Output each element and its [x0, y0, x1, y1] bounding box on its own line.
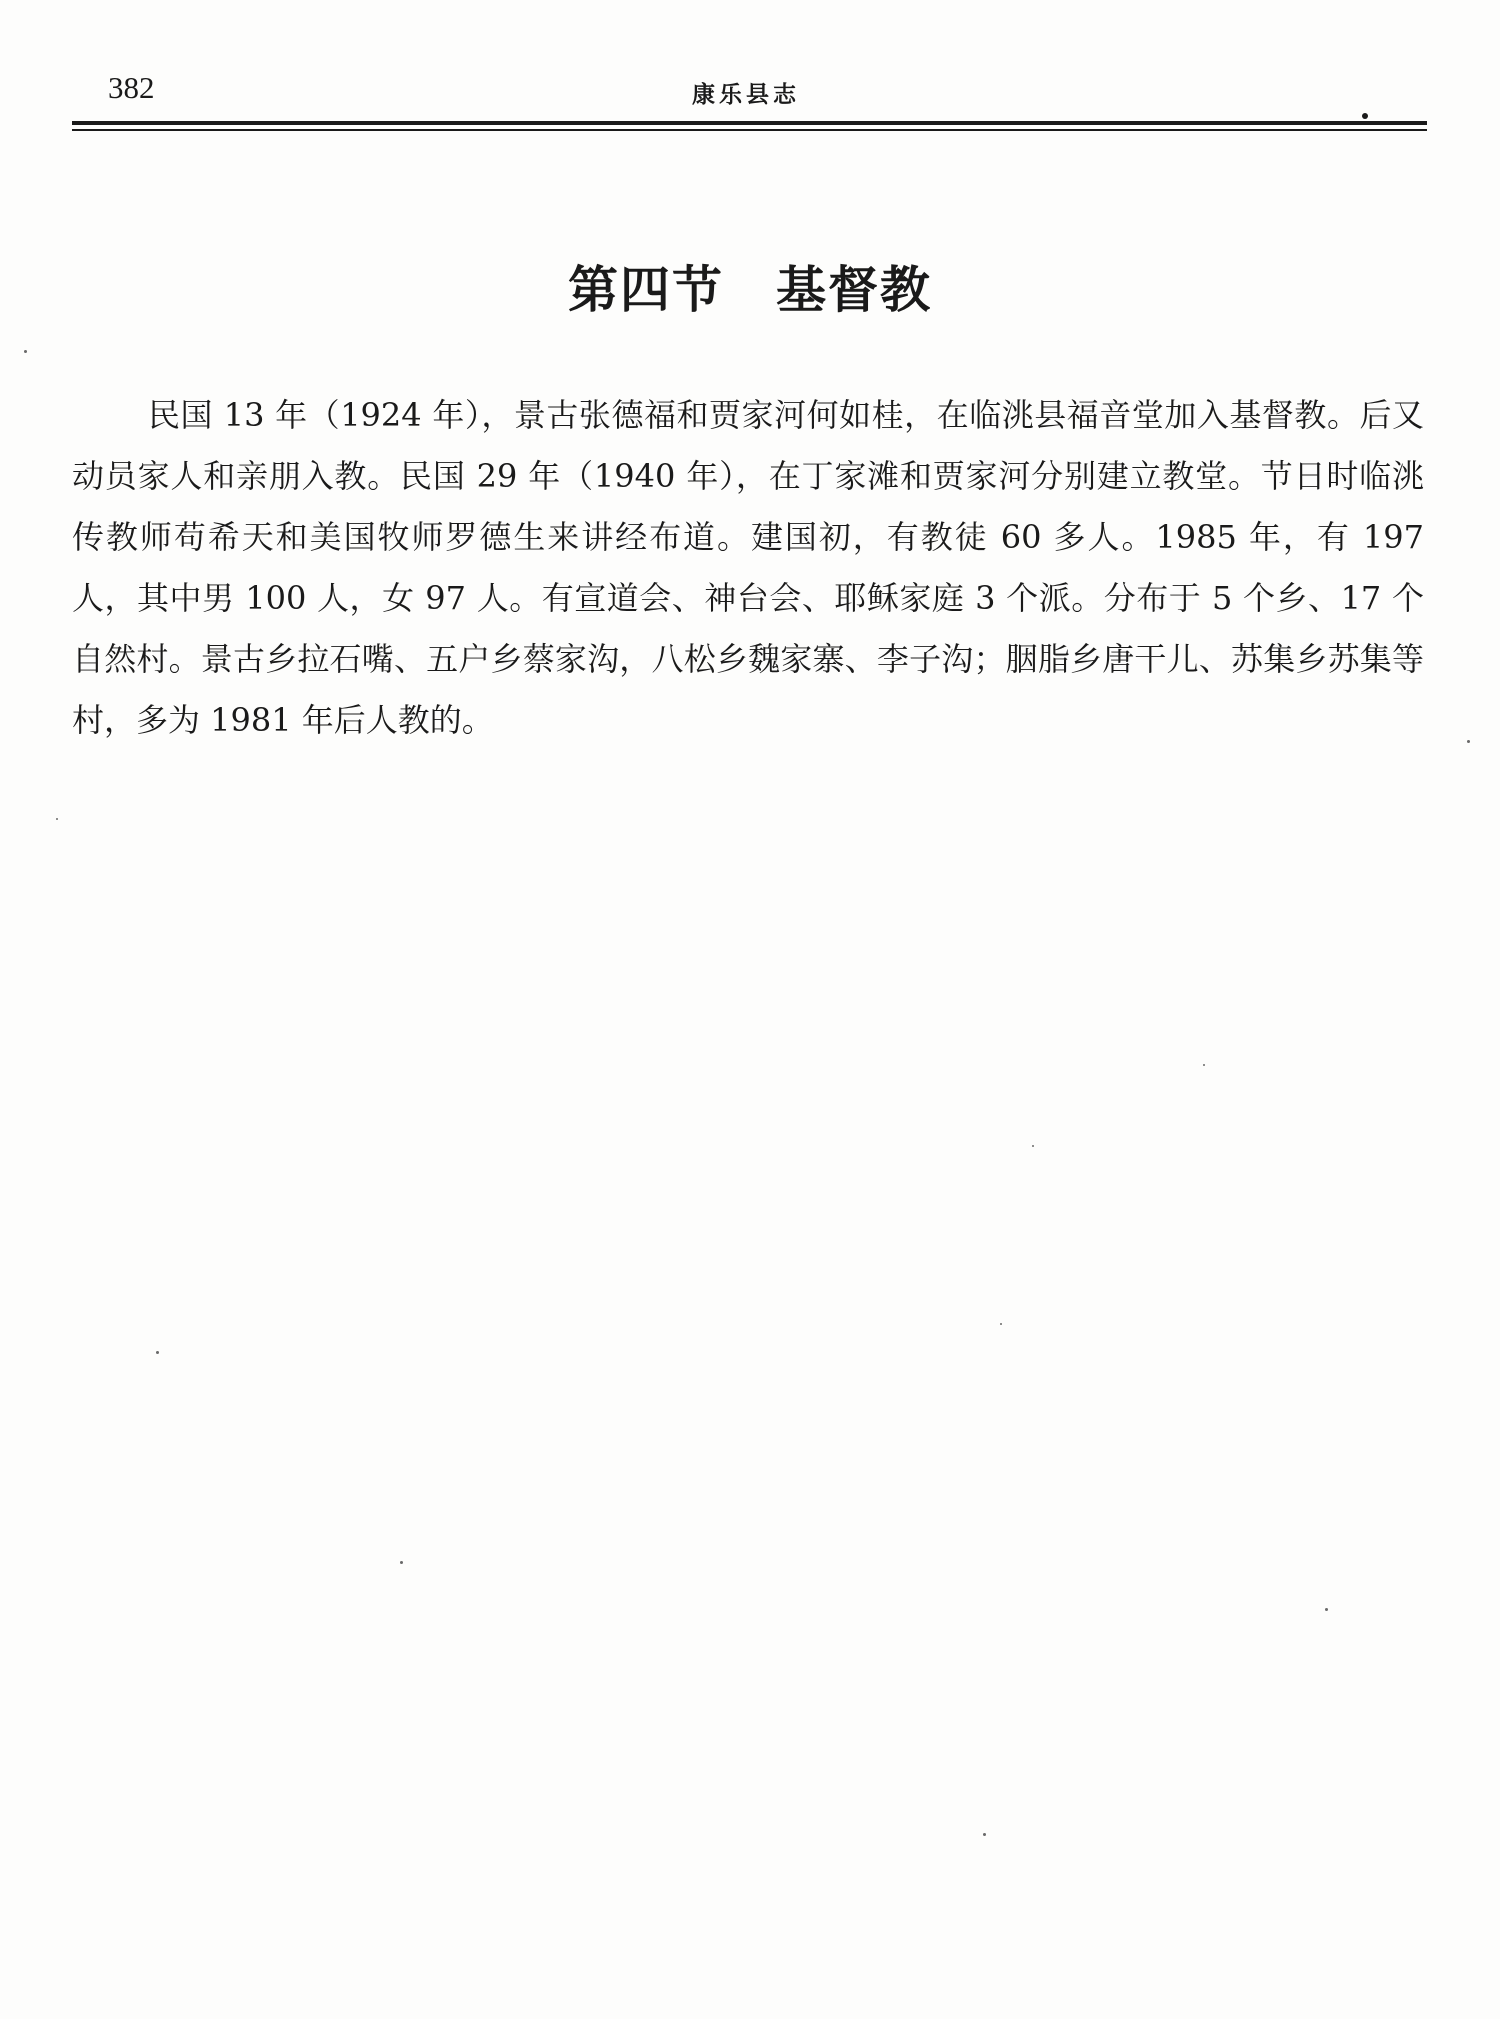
scan-speck	[400, 1561, 403, 1564]
scan-speck	[24, 350, 27, 353]
running-header	[72, 62, 1427, 122]
header-rule-dot	[1362, 113, 1368, 119]
scan-speck	[1467, 740, 1470, 743]
scan-speck	[156, 1351, 159, 1354]
scan-speck	[1325, 1608, 1328, 1611]
section-heading	[0, 250, 1500, 322]
header-rule-thin	[72, 129, 1427, 131]
section-title: 基督教	[776, 260, 932, 319]
scan-speck	[983, 1833, 986, 1836]
body-paragraph: 民国 13 年（1924 年），景古张德福和贾家河何如桂，在临洮县福音堂加入基督教。后又动员家人和亲朋入教。民国 29 年（1940 年），在丁家滩和贾家河分别建立教堂。节日时临洮传教师苟希天和美国牧师罗德生来讲经布道。建国初，有教徒 60 多人。1985 年，有 197 人，其中男 100 人，女 97 人。有宣道会、神台会、耶稣家庭 3 个派。分布于 5 个乡、17 个自然村。景古乡拉石嘴、五户乡蔡家沟，八松乡魏家寨、李子沟；胭脂乡唐干儿、苏集乡苏集等村，多为 1981 年后人教的。	[72, 396, 1424, 739]
book-title: 康乐县志	[692, 82, 800, 108]
page-number: 382	[108, 70, 155, 105]
header-rule-thick	[72, 121, 1427, 125]
scan-speck	[1203, 1064, 1205, 1066]
scan-speck	[1000, 1323, 1002, 1325]
scan-speck	[1032, 1145, 1034, 1147]
section-number: 第四节	[568, 260, 724, 319]
scan-speck	[56, 818, 58, 820]
